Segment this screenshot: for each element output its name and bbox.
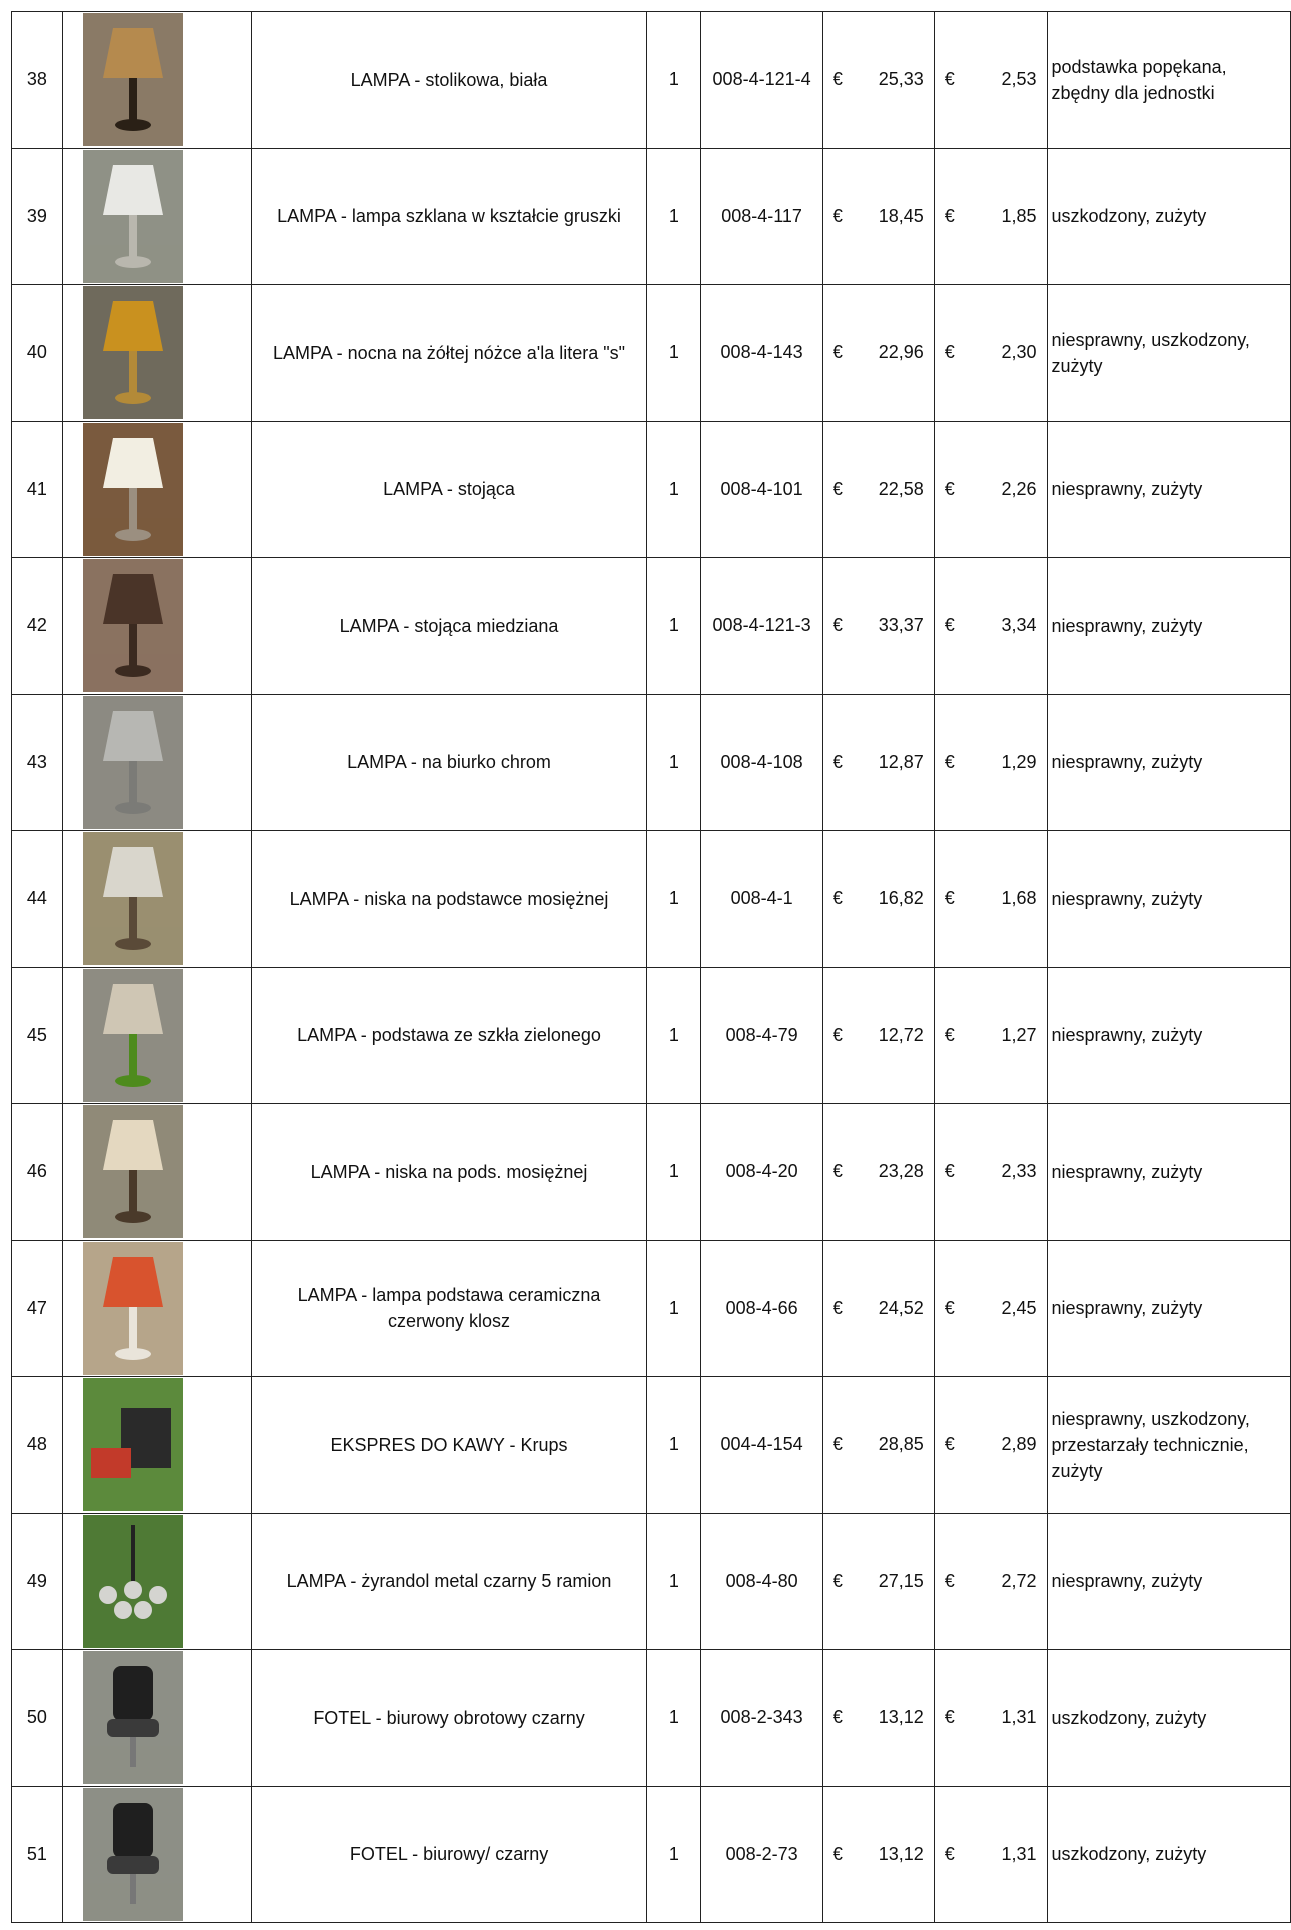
amount: 2,26 [1001, 478, 1037, 499]
current-value [934, 1513, 1047, 1650]
current-value [934, 831, 1047, 968]
amount: 16,82 [878, 888, 924, 909]
item-photo-cell [62, 1650, 251, 1787]
item-name: LAMPA - nocna na żółtej nóżce a'la litera "s" [251, 285, 647, 422]
current-value [934, 12, 1047, 149]
currency-symbol: € [832, 1707, 843, 1728]
initial-value [822, 967, 934, 1104]
initial-value [822, 1240, 934, 1377]
amount: 1,85 [1001, 205, 1037, 226]
inventory-number: 008-4-101 [701, 421, 823, 558]
current-value [934, 558, 1047, 695]
inventory-number: 008-4-117 [701, 148, 823, 285]
item-quantity: 1 [647, 831, 701, 968]
table-row [12, 694, 1291, 831]
row-number: 49 [12, 1513, 63, 1650]
amount: 1,27 [1001, 1024, 1037, 1045]
amount: 22,58 [878, 478, 924, 499]
table-row [12, 1650, 1291, 1787]
inventory-number: 004-4-154 [701, 1377, 823, 1514]
current-value [934, 967, 1047, 1104]
item-remarks: niesprawny, uszkodzony, przestarzały technicznie, zużyty [1047, 1377, 1291, 1514]
item-name: LAMPA - stolikowa, biała [251, 12, 647, 149]
currency-symbol: € [944, 751, 955, 772]
amount: 2,72 [1001, 1570, 1037, 1591]
currency-symbol: € [944, 1707, 955, 1728]
currency-symbol: € [832, 478, 843, 499]
bedside-lamp-photo [83, 286, 183, 419]
item-quantity: 1 [647, 1240, 701, 1377]
currency-symbol: € [944, 1434, 955, 1455]
initial-value [822, 694, 934, 831]
current-value [934, 285, 1047, 422]
item-quantity: 1 [647, 1513, 701, 1650]
item-name: LAMPA - żyrandol metal czarny 5 ramion [251, 1513, 647, 1650]
item-quantity: 1 [647, 558, 701, 695]
amount: 1,68 [1001, 888, 1037, 909]
amount: 1,31 [1001, 1843, 1037, 1864]
inventory-table [11, 11, 1291, 1923]
initial-value [822, 831, 934, 968]
table-row [12, 421, 1291, 558]
currency-symbol: € [832, 205, 843, 226]
item-quantity: 1 [647, 1377, 701, 1514]
inventory-number: 008-4-66 [701, 1240, 823, 1377]
currency-symbol: € [944, 205, 955, 226]
item-quantity: 1 [647, 967, 701, 1104]
amount: 2,89 [1001, 1434, 1037, 1455]
coffee-machine-photo [83, 1378, 183, 1511]
table-row [12, 1513, 1291, 1650]
initial-value [822, 12, 934, 149]
item-quantity: 1 [647, 1650, 701, 1787]
amount: 24,52 [878, 1297, 924, 1318]
inventory-rows [12, 12, 1291, 1923]
row-number: 47 [12, 1240, 63, 1377]
item-remarks: niesprawny, uszkodzony, zużyty [1047, 285, 1291, 422]
row-number: 41 [12, 421, 63, 558]
desk-lamp-photo [83, 696, 183, 829]
row-number: 40 [12, 285, 63, 422]
copper-floor-lamp-photo [83, 559, 183, 692]
office-chair-photo [83, 1788, 183, 1921]
item-remarks: niesprawny, zużyty [1047, 421, 1291, 558]
item-photo-cell [62, 421, 251, 558]
item-quantity: 1 [647, 12, 701, 149]
item-name: LAMPA - na biurko chrom [251, 694, 647, 831]
currency-symbol: € [944, 69, 955, 90]
currency-symbol: € [944, 888, 955, 909]
row-number: 44 [12, 831, 63, 968]
item-photo-cell [62, 694, 251, 831]
inventory-number: 008-4-79 [701, 967, 823, 1104]
initial-value [822, 285, 934, 422]
amount: 12,87 [878, 751, 924, 772]
current-value [934, 148, 1047, 285]
inventory-number: 008-4-1 [701, 831, 823, 968]
pleated-lamp-photo [83, 1105, 183, 1238]
initial-value [822, 1650, 934, 1787]
item-name: LAMPA - podstawa ze szkła zielonego [251, 967, 647, 1104]
office-chair-photo [83, 1651, 183, 1784]
amount: 1,31 [1001, 1707, 1037, 1728]
item-remarks: niesprawny, zużyty [1047, 558, 1291, 695]
row-number: 48 [12, 1377, 63, 1514]
item-photo-cell [62, 1513, 251, 1650]
item-name: LAMPA - niska na pods. mosiężnej [251, 1104, 647, 1241]
item-name: LAMPA - lampa podstawa ceramiczna czerwony klosz [251, 1240, 647, 1377]
amount: 18,45 [878, 205, 924, 226]
amount: 25,33 [878, 69, 924, 90]
inventory-number: 008-4-80 [701, 1513, 823, 1650]
initial-value [822, 148, 934, 285]
currency-symbol: € [944, 1843, 955, 1864]
initial-value [822, 1513, 934, 1650]
row-number: 51 [12, 1786, 63, 1923]
amount: 28,85 [878, 1434, 924, 1455]
table-row [12, 285, 1291, 422]
amount: 1,29 [1001, 751, 1037, 772]
table-row [12, 12, 1291, 149]
row-number: 45 [12, 967, 63, 1104]
table-row [12, 148, 1291, 285]
currency-symbol: € [832, 888, 843, 909]
table-row [12, 558, 1291, 695]
amount: 2,33 [1001, 1161, 1037, 1182]
item-photo-cell [62, 285, 251, 422]
initial-value [822, 1377, 934, 1514]
table-row [12, 1377, 1291, 1514]
initial-value [822, 1104, 934, 1241]
current-value [934, 694, 1047, 831]
table-row [12, 1104, 1291, 1241]
amount: 3,34 [1001, 615, 1037, 636]
item-photo-cell [62, 1377, 251, 1514]
item-quantity: 1 [647, 285, 701, 422]
currency-symbol: € [832, 69, 843, 90]
item-name: FOTEL - biurowy/ czarny [251, 1786, 647, 1923]
item-name: LAMPA - lampa szklana w kształcie gruszki [251, 148, 647, 285]
amount: 2,45 [1001, 1297, 1037, 1318]
inventory-number: 008-4-121-4 [701, 12, 823, 149]
inventory-number: 008-2-73 [701, 1786, 823, 1923]
item-remarks: niesprawny, zużyty [1047, 831, 1291, 968]
floor-lamp-photo [83, 423, 183, 556]
currency-symbol: € [832, 342, 843, 363]
currency-symbol: € [944, 1570, 955, 1591]
inventory-number: 008-4-121-3 [701, 558, 823, 695]
current-value [934, 421, 1047, 558]
item-photo-cell [62, 831, 251, 968]
current-value [934, 1240, 1047, 1377]
item-remarks: uszkodzony, zużyty [1047, 1650, 1291, 1787]
item-remarks: niesprawny, zużyty [1047, 1104, 1291, 1241]
item-quantity: 1 [647, 421, 701, 558]
initial-value [822, 421, 934, 558]
item-name: LAMPA - stojąca [251, 421, 647, 558]
table-row [12, 967, 1291, 1104]
item-name: EKSPRES DO KAWY - Krups [251, 1377, 647, 1514]
inventory-number: 008-4-143 [701, 285, 823, 422]
green-glass-lamp-photo [83, 969, 183, 1102]
row-number: 50 [12, 1650, 63, 1787]
amount: 12,72 [878, 1024, 924, 1045]
currency-symbol: € [944, 1161, 955, 1182]
item-photo-cell [62, 1786, 251, 1923]
currency-symbol: € [944, 615, 955, 636]
table-row [12, 1786, 1291, 1923]
inventory-number: 008-4-20 [701, 1104, 823, 1241]
table-lamp-photo [83, 13, 183, 146]
initial-value [822, 1786, 934, 1923]
inventory-number: 008-4-108 [701, 694, 823, 831]
amount: 2,53 [1001, 69, 1037, 90]
item-quantity: 1 [647, 1786, 701, 1923]
currency-symbol: € [832, 1024, 843, 1045]
glass-lamp-photo [83, 150, 183, 283]
currency-symbol: € [832, 1161, 843, 1182]
item-remarks: niesprawny, zużyty [1047, 1240, 1291, 1377]
currency-symbol: € [832, 751, 843, 772]
currency-symbol: € [944, 342, 955, 363]
row-number: 42 [12, 558, 63, 695]
amount: 23,28 [878, 1161, 924, 1182]
item-remarks: uszkodzony, zużyty [1047, 148, 1291, 285]
amount: 27,15 [878, 1570, 924, 1591]
item-remarks: uszkodzony, zużyty [1047, 1786, 1291, 1923]
item-name: LAMPA - stojąca miedziana [251, 558, 647, 695]
item-photo-cell [62, 12, 251, 149]
currency-symbol: € [832, 1434, 843, 1455]
item-photo-cell [62, 148, 251, 285]
table-row [12, 831, 1291, 968]
current-value [934, 1104, 1047, 1241]
amount: 2,30 [1001, 342, 1037, 363]
item-quantity: 1 [647, 148, 701, 285]
item-photo-cell [62, 558, 251, 695]
item-quantity: 1 [647, 1104, 701, 1241]
currency-symbol: € [832, 1843, 843, 1864]
currency-symbol: € [832, 1297, 843, 1318]
ceramic-lamp-photo [83, 1242, 183, 1375]
amount: 22,96 [878, 342, 924, 363]
item-remarks: podstawka popękana, zbędny dla jednostki [1047, 12, 1291, 149]
item-quantity: 1 [647, 694, 701, 831]
currency-symbol: € [832, 1570, 843, 1591]
item-name: FOTEL - biurowy obrotowy czarny [251, 1650, 647, 1787]
inventory-number: 008-2-343 [701, 1650, 823, 1787]
item-remarks: niesprawny, zużyty [1047, 1513, 1291, 1650]
amount: 13,12 [878, 1707, 924, 1728]
item-photo-cell [62, 967, 251, 1104]
initial-value [822, 558, 934, 695]
item-photo-cell [62, 1240, 251, 1377]
item-photo-cell [62, 1104, 251, 1241]
current-value [934, 1786, 1047, 1923]
row-number: 43 [12, 694, 63, 831]
currency-symbol: € [944, 1024, 955, 1045]
item-remarks: niesprawny, zużyty [1047, 694, 1291, 831]
currency-symbol: € [944, 478, 955, 499]
amount: 33,37 [878, 615, 924, 636]
current-value [934, 1377, 1047, 1514]
current-value [934, 1650, 1047, 1787]
table-row [12, 1240, 1291, 1377]
brass-lamp-photo [83, 832, 183, 965]
row-number: 38 [12, 12, 63, 149]
row-number: 46 [12, 1104, 63, 1241]
amount: 13,12 [878, 1843, 924, 1864]
chandelier-photo [83, 1515, 183, 1648]
currency-symbol: € [832, 615, 843, 636]
item-name: LAMPA - niska na podstawce mosiężnej [251, 831, 647, 968]
currency-symbol: € [944, 1297, 955, 1318]
row-number: 39 [12, 148, 63, 285]
item-remarks: niesprawny, zużyty [1047, 967, 1291, 1104]
